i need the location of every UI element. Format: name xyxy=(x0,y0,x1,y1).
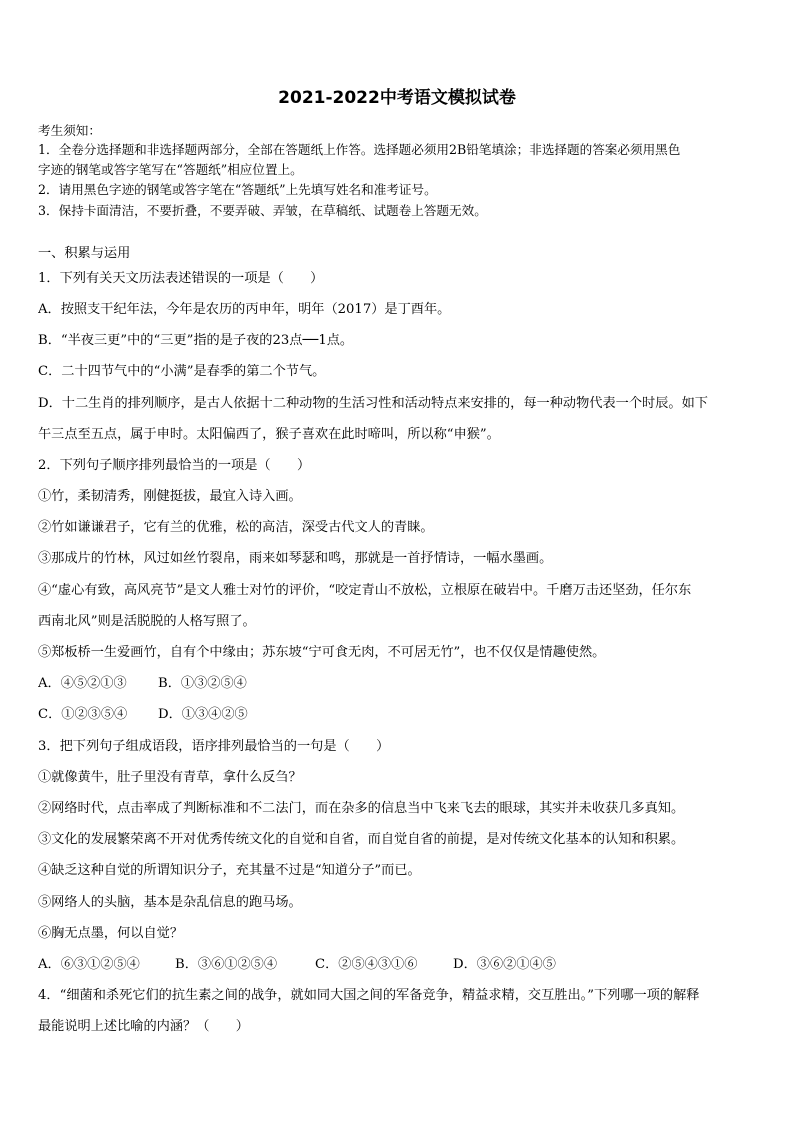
question-2-option-c: C．①②③⑤④ xyxy=(38,707,128,722)
question-3-sentence-2: ②网络时代，点击率成了判断标准和不二法门，而在杂多的信息当中飞来飞去的眼球，其实并未收获几多真知。 xyxy=(38,801,685,816)
question-3-sentence-4: ④缺乏这种自觉的所谓知识分子，充其量不过是“知道分子”而已。 xyxy=(38,863,421,878)
question-1-option-d-line-1: D．十二生肖的排列顺序，是古人依据十二种动物的生活习性和活动特点来安排的，每一种动物代表一个时辰。如下 xyxy=(38,396,708,411)
question-2-sentence-1: ①竹，柔韧清秀，刚健挺拔，最宜入诗入画。 xyxy=(38,489,302,504)
question-1-option-b: B．“半夜三更”中的“三更”指的是子夜的23点──1点。 xyxy=(38,333,354,348)
question-3-options-row xyxy=(38,955,756,975)
question-2-sentence-4-line-2: 西南北风”则是活脱脱的人格写照了。 xyxy=(38,614,256,629)
question-4-stem-line-1: 4．“细菌和杀死它们的抗生素之间的战争，就如同大国之间的军备竞争，精益求精，交互胜出。”下列哪一项的解释 xyxy=(38,988,700,1003)
question-2-options-row-1 xyxy=(38,674,756,694)
section-heading: 一、积累与运用 xyxy=(38,246,131,261)
question-2-sentence-2: ②竹如谦谦君子，它有兰的优雅，松的高洁，深受古代文人的青睐。 xyxy=(38,520,434,535)
exam-title: 2021-2022中考语文模拟试卷 xyxy=(278,88,516,108)
question-2-option-a: A．④⑤②①③ xyxy=(38,676,127,691)
question-3-option-d: D．③⑥②①④⑤ xyxy=(453,957,556,972)
notice-line-4: 3．保持卡面清洁，不要折叠，不要弄破、弄皱，在草稿纸、试题卷上答题无效。 xyxy=(38,203,487,218)
question-2-options-row-2 xyxy=(38,705,756,725)
question-1-stem: 1．下列有关天文历法表述错误的一项是（ ） xyxy=(38,271,324,286)
question-1-option-c: C．二十四节气中的“小满”是春季的第二个节气。 xyxy=(38,364,326,379)
notice-line-2: 字迹的钢笔或答字笔写在“答题纸”相应位置上。 xyxy=(38,162,303,177)
question-2-option-b: B．①③②⑤④ xyxy=(158,676,247,691)
question-3-sentence-6: ⑥胸无点墨，何以自觉？ xyxy=(38,926,184,941)
question-1-option-d-line-2: 午三点至五点，属于申时。太阳偏西了，猴子喜欢在此时啼叫，所以称“申猴”。 xyxy=(38,427,500,442)
question-2-stem: 2．下列句子顺序排列最恰当的一项是（ ） xyxy=(38,458,311,473)
question-3-sentence-1: ①就像黄牛，肚子里没有青草，拿什么反刍？ xyxy=(38,770,302,785)
question-3-option-c: C．②⑤④③①⑥ xyxy=(315,957,418,972)
question-1-option-a: A．按照支干纪年法，今年是农历的丙申年，明年（2017）是丁酉年。 xyxy=(38,302,451,317)
question-2-sentence-5: ⑤郑板桥一生爱画竹，自有个中缘由；苏东坡“宁可食无肉，不可居无竹”，也不仅仅是情趣使然。 xyxy=(38,645,606,660)
question-3-option-b: B．③⑥①②⑤④ xyxy=(175,957,278,972)
notice-line-3: 2．请用黑色字迹的钢笔或答字笔在“答题纸”上先填写姓名和准考证号。 xyxy=(38,182,437,197)
question-2-sentence-4-line-1: ④“虚心有致，高风亮节”是文人雅士对竹的评价，“咬定青山不放松，立根原在破岩中。千磨万击还坚劲，任尔东 xyxy=(38,583,692,598)
question-3-option-a: A．⑥③①②⑤④ xyxy=(38,957,140,972)
question-2-option-d: D．①③④②⑤ xyxy=(158,707,248,722)
notice-heading: 考生须知： xyxy=(38,123,101,138)
notice-line-1: 1．全卷分选择题和非选择题两部分，全部在答题纸上作答。选择题必须用2B铅笔填涂；非选择题的答案必须用黑色 xyxy=(38,142,681,157)
question-4-stem-line-2: 最能说明上述比喻的内涵？（ ） xyxy=(38,1019,249,1034)
question-2-sentence-3: ③那成片的竹林，风过如丝竹裂帛，雨来如琴瑟和鸣，那就是一首抒情诗，一幅水墨画。 xyxy=(38,551,553,566)
question-3-sentence-3: ③文化的发展繁荣离不开对优秀传统文化的自觉和自省，而自觉自省的前提，是对传统文化基本的认知和积累。 xyxy=(38,832,685,847)
question-3-stem: 3．把下列句子组成语段，语序排列最恰当的一句是（ ） xyxy=(38,739,390,754)
question-3-sentence-5: ⑤网络人的头脑，基本是杂乱信息的跑马场。 xyxy=(38,895,302,910)
